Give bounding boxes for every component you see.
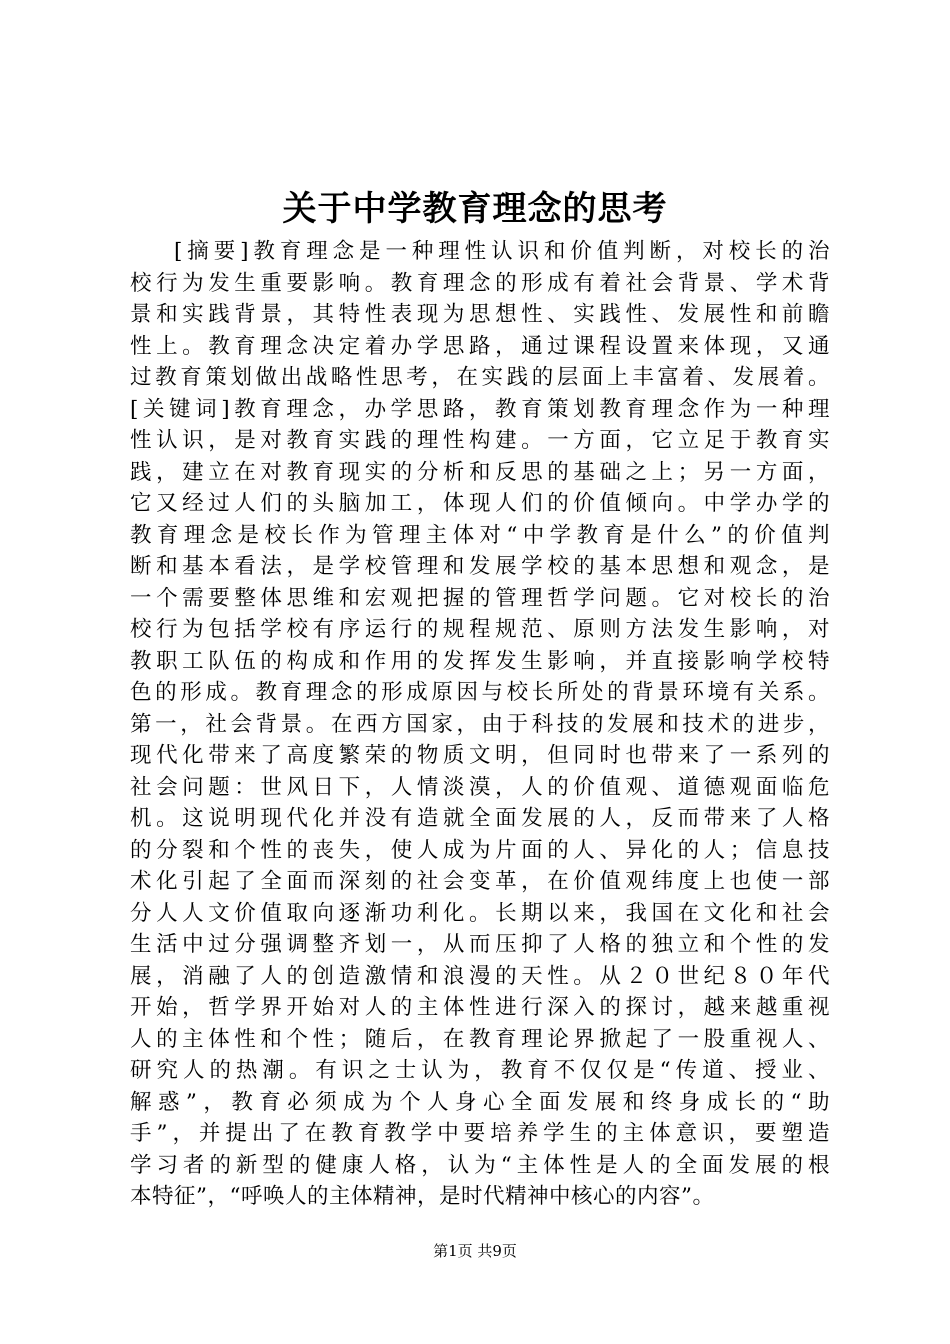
- body-line: 社会问题：世风日下，人情淡漠，人的价值观、道德观面临危: [130, 774, 830, 800]
- document-body: [130, 236, 830, 1213]
- body-line: 校行为包括学校有序运行的规程规范、原则方法发生影响，对: [130, 617, 830, 642]
- body-line: 的分裂和个性的丧失，使人成为片面的人、异化的人；信息技: [130, 837, 830, 863]
- body-line: 性上。教育理念决定着办学思路，通过课程设置来体现，又通: [130, 333, 830, 359]
- body-line: 校行为发生重要影响。教育理念的形成有着社会背景、学术背: [130, 270, 830, 296]
- body-line: 人的主体性和个性；随后，在教育理论界掀起了一股重视人、: [130, 1026, 830, 1052]
- body-line: 生活中过分强调整齐划一，从而压抑了人格的独立和个性的发: [130, 932, 830, 957]
- body-line: 学习者的新型的健康人格，认为“主体性是人的全面发展的根: [130, 1152, 830, 1178]
- body-line: 它又经过人们的头脑加工，体现人们的价值倾向。中学办学的: [130, 491, 830, 516]
- page-footer: 第1页 共9页: [433, 1242, 517, 1260]
- body-line: [摘要]教育理念是一种理性认识和价值判断，对校长的治: [174, 239, 830, 264]
- body-line: 手”，并提出了在教育教学中要培养学生的主体意识，要塑造: [130, 1121, 830, 1146]
- body-line: 开始，哲学界开始对人的主体性进行深入的探讨，越来越重视: [130, 995, 830, 1020]
- body-line: 研究人的热潮。有识之士认为，教育不仅仅是“传道、授业、: [130, 1058, 830, 1083]
- body-line: 机。这说明现代化并没有造就全面发展的人，反而带来了人格: [130, 806, 830, 831]
- body-line: 术化引起了全面而深刻的社会变革，在价值观纬度上也使一部: [130, 869, 830, 894]
- body-line: 本特征”，“呼唤人的主体精神，是时代精神中核心的内容”。: [130, 1184, 715, 1209]
- body-line: 色的形成。教育理念的形成原因与校长所处的背景环境有关系。: [130, 680, 830, 705]
- body-line: 性认识，是对教育实践的理性构建。一方面，它立足于教育实: [130, 428, 830, 453]
- body-line: 现代化带来了高度繁荣的物质文明，但同时也带来了一系列的: [130, 743, 830, 768]
- body-line: 教育理念是校长作为管理主体对“中学教育是什么”的价值判: [130, 522, 830, 548]
- body-line: 第一，社会背景。在西方国家，由于科技的发展和技术的进步，: [130, 711, 830, 737]
- body-line: 断和基本看法，是学校管理和发展学校的基本思想和观念，是: [130, 554, 830, 579]
- body-line: [关键词]教育理念，办学思路，教育策划教育理念作为一种理: [130, 396, 830, 422]
- body-line: 过教育策划做出战略性思考，在实践的层面上丰富着、发展着。: [130, 365, 830, 390]
- body-line: 教职工队伍的构成和作用的发挥发生影响，并直接影响学校特: [130, 648, 830, 674]
- body-line: 分人人文价值取向逐渐功利化。长期以来，我国在文化和社会: [130, 900, 830, 926]
- body-line: 践，建立在对教育现实的分析和反思的基础之上；另一方面，: [130, 459, 830, 485]
- document-title: 关于中学教育理念的思考: [282, 189, 668, 229]
- body-line: 展，消融了人的创造激情和浪漫的天性。从２０世纪８０年代: [130, 963, 830, 989]
- body-line: 景和实践背景，其特性表现为思想性、实践性、发展性和前瞻: [130, 302, 830, 327]
- body-line: 一个需要整体思维和宏观把握的管理哲学问题。它对校长的治: [130, 585, 830, 611]
- body-line: 解惑”，教育必须成为个人身心全面发展和终身成长的“助: [130, 1089, 830, 1115]
